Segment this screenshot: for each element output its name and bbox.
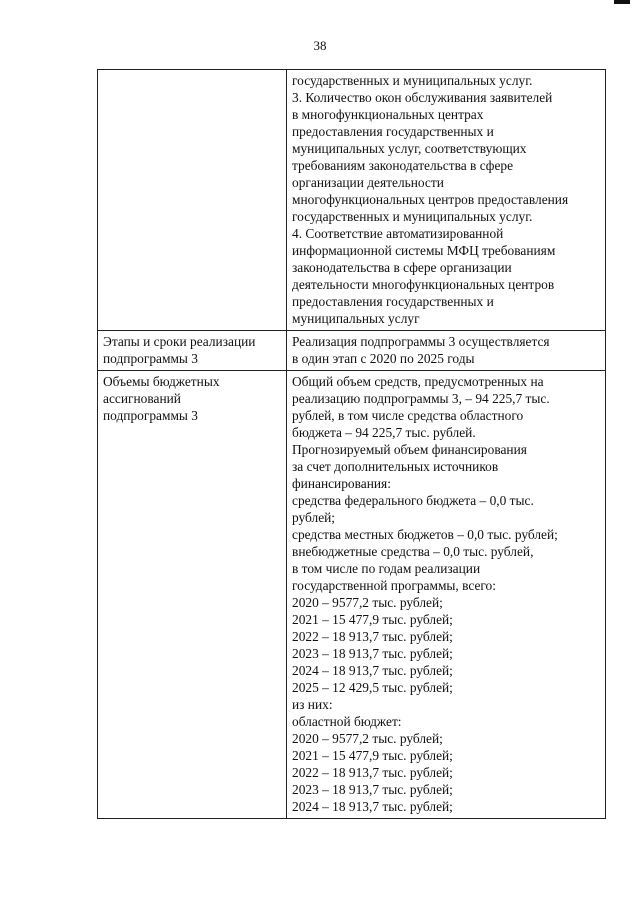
content-line: организации деятельности: [292, 175, 444, 190]
content-line: государственной программы, всего:: [292, 578, 496, 593]
row-label-cell: [98, 371, 287, 819]
table-row-budget-allocations: [98, 371, 606, 819]
content-line: 2021 – 15 477,9 тыс. рублей;: [292, 612, 453, 627]
label-line: Этапы и сроки реализации: [103, 334, 256, 349]
content-line: 2022 – 18 913,7 тыс. рублей;: [292, 765, 453, 780]
label-line: подпрограммы 3: [103, 351, 198, 366]
content-line: муниципальных услуг: [292, 311, 420, 326]
content-line: муниципальных услуг, соответствующих: [292, 141, 527, 156]
row-content-cell: [287, 371, 606, 819]
content-line: за счет дополнительных источников: [292, 459, 499, 474]
content-line: Прогнозируемый объем финансирования: [292, 442, 527, 457]
subprogram-passport-table: [97, 69, 606, 819]
table-row-indicators-continued: [98, 70, 606, 331]
content-line: рублей;: [292, 510, 336, 525]
content-line: средства федерального бюджета – 0,0 тыс.: [292, 493, 534, 508]
label-line: подпрограммы 3: [103, 408, 198, 423]
content-line: 2025 – 12 429,5 тыс. рублей;: [292, 680, 453, 695]
label-line: ассигнований: [103, 391, 181, 406]
content-line: 2024 – 18 913,7 тыс. рублей;: [292, 799, 453, 814]
content-line: 2022 – 18 913,7 тыс. рублей;: [292, 629, 453, 644]
table-row-stages-and-terms: [98, 331, 606, 371]
content-line: реализацию подпрограммы 3, – 94 225,7 тыс.: [292, 391, 550, 406]
content-line: 2021 – 15 477,9 тыс. рублей;: [292, 748, 453, 763]
content-line: в том числе по годам реализации: [292, 561, 481, 576]
content-line: внебюджетные средства – 0,0 тыс. рублей,: [292, 544, 534, 559]
content-line: рублей, в том числе средства областного: [292, 408, 524, 423]
content-line: 2024 – 18 913,7 тыс. рублей;: [292, 663, 453, 678]
content-line: областной бюджет:: [292, 714, 402, 729]
content-line: 2023 – 18 913,7 тыс. рублей;: [292, 782, 453, 797]
row-label-cell: [98, 70, 287, 331]
content-line: деятельности многофункциональных центров: [292, 277, 555, 292]
content-line: в один этап с 2020 по 2025 годы: [292, 351, 475, 366]
content-line: информационной системы МФЦ требованиям: [292, 243, 556, 258]
content-line: бюджета – 94 225,7 тыс. рублей.: [292, 425, 476, 440]
content-line: законодательства в сфере организации: [292, 260, 512, 275]
row-content-cell: [287, 331, 606, 371]
content-line: предоставления государственных и: [292, 124, 494, 139]
content-line: государственных и муниципальных услуг.: [292, 73, 533, 88]
content-line: 4. Соответствие автоматизированной: [292, 226, 504, 241]
content-line: из них:: [292, 697, 333, 712]
content-line: финансирования:: [292, 476, 391, 491]
row-label-cell: [98, 331, 287, 371]
content-line: требованиям законодательства в сфере: [292, 158, 514, 173]
content-line: средства местных бюджетов – 0,0 тыс. рублей;: [292, 527, 558, 542]
content-line: 3. Количество окон обслуживания заявителей: [292, 90, 553, 105]
content-line: государственных и муниципальных услуг.: [292, 209, 533, 224]
row-content-cell: [287, 70, 606, 331]
content-line: предоставления государственных и: [292, 294, 494, 309]
content-line: 2020 – 9577,2 тыс. рублей;: [292, 731, 443, 746]
page-corner-marker: [614, 0, 630, 4]
content-line: в многофункциональных центрах: [292, 107, 484, 122]
label-line: Объемы бюджетных: [103, 374, 220, 389]
content-line: 2020 – 9577,2 тыс. рублей;: [292, 595, 443, 610]
page-number: 38: [313, 38, 327, 53]
content-line: многофункциональных центров предоставления: [292, 192, 569, 207]
content-line: Реализация подпрограммы 3 осуществляется: [292, 334, 550, 349]
content-line: Общий объем средств, предусмотренных на: [292, 374, 544, 389]
content-line: 2023 – 18 913,7 тыс. рублей;: [292, 646, 453, 661]
